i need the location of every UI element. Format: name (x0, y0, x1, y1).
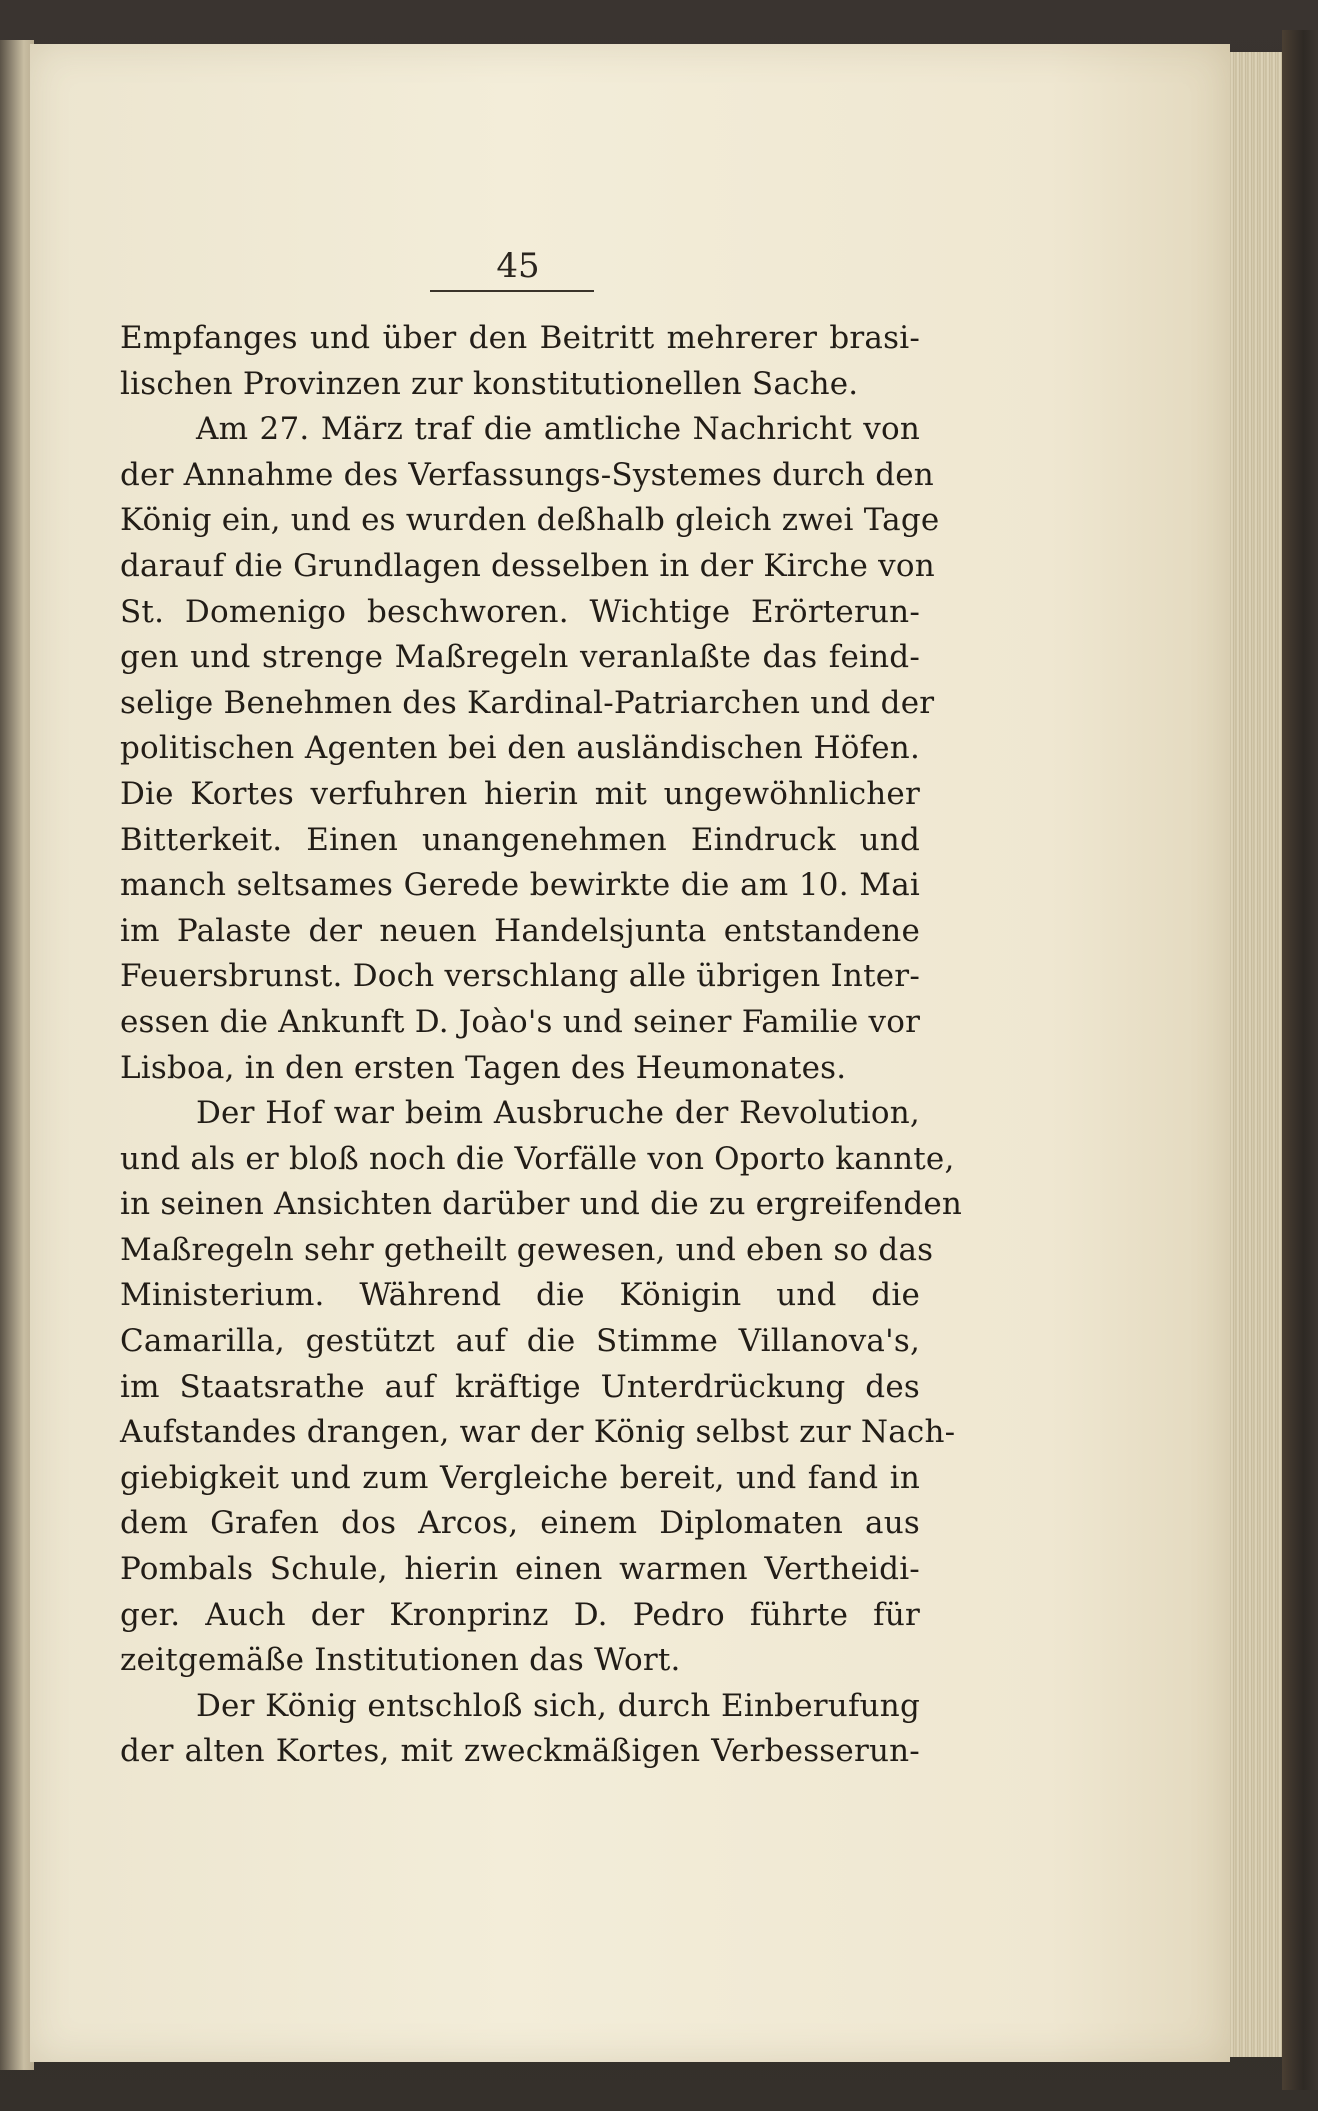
text-line: zeitgemäße Institutionen das Wort. (120, 1642, 681, 1679)
text-line: König ein, und es wurden deßhalb gleich zwei Tage (120, 502, 940, 539)
text-line: selige Benehmen des Kardinal-Patriarchen und der (120, 684, 935, 721)
text-line: der Annahme des Verfassungs-Systemes durch den (120, 456, 934, 493)
page-number: 45 (496, 246, 540, 286)
text-line: Der Hof war beim Ausbruche der Revolution, (196, 1095, 920, 1132)
text-line: manch seltsames Gerede bewirkte die am 10. Mai (120, 867, 920, 904)
body-text (120, 316, 963, 1775)
previous-page-edge (0, 40, 34, 2070)
text-line: St. Domenigo beschworen. Wichtige Erörterun- (120, 593, 920, 630)
text-line: giebigkeit und zum Vergleiche bereit, und fand in (120, 1459, 920, 1496)
text-line: dem Grafen dos Arcos, einem Diplomaten aus (120, 1505, 920, 1542)
text-line: Pombals Schule, hierin einen warmen Vertheidi- (120, 1551, 920, 1588)
text-line: politischen Agenten bei den ausländischen Höfen. (120, 730, 920, 767)
text-line: darauf die Grundlagen desselben in der Kirche von (120, 547, 935, 584)
text-line: lischen Provinzen zur konstitutionellen Sache. (120, 365, 859, 402)
text-line: Ministerium. Während die Königin und die (120, 1277, 920, 1314)
text-line: essen die Ankunft D. Joào's und seiner Familie vor (120, 1003, 921, 1040)
text-line: im Staatsrathe auf kräftige Unterdrückung des (120, 1368, 920, 1405)
text-line: Der König entschloß sich, durch Einberufung (196, 1687, 920, 1724)
text-line: Bitterkeit. Einen unangenehmen Eindruck und (120, 821, 920, 858)
text-line: in seinen Ansichten darüber und die zu ergreifenden (120, 1186, 963, 1223)
text-line: und als er bloß noch die Vorfälle von Oporto kannte, (120, 1140, 955, 1177)
page-stack-edge (1222, 52, 1288, 2057)
text-line: Maßregeln sehr getheilt gewesen, und eben so das (120, 1231, 934, 1268)
text-line: der alten Kortes, mit zweckmäßigen Verbesserun- (120, 1733, 920, 1770)
text-line: Am 27. März traf die amtliche Nachricht von (196, 411, 920, 448)
text-line: Empfanges und über den Beitritt mehrerer brasi- (120, 320, 920, 356)
text-line: Die Kortes verfuhren hierin mit ungewöhnlicher (120, 775, 920, 812)
text-line: Lisboa, in den ersten Tagen des Heumonates. (120, 1049, 847, 1086)
text-line: gen und strenge Maßregeln veranlaßte das feind- (120, 639, 920, 676)
text-line: im Palaste der neuen Handelsjunta entstandene (120, 912, 920, 949)
text-line: ger. Auch der Kronprinz D. Pedro führte für (120, 1596, 920, 1633)
cover-edge (1282, 30, 1318, 2090)
page-number-rule (430, 290, 594, 292)
text-line: Feuersbrunst. Doch verschlang alle übrigen Inter- (120, 958, 920, 995)
text-line: Aufstandes drangen, war der König selbst zur Nach- (120, 1414, 956, 1451)
text-line: Camarilla, gestützt auf die Stimme Villanova's, (120, 1323, 920, 1360)
